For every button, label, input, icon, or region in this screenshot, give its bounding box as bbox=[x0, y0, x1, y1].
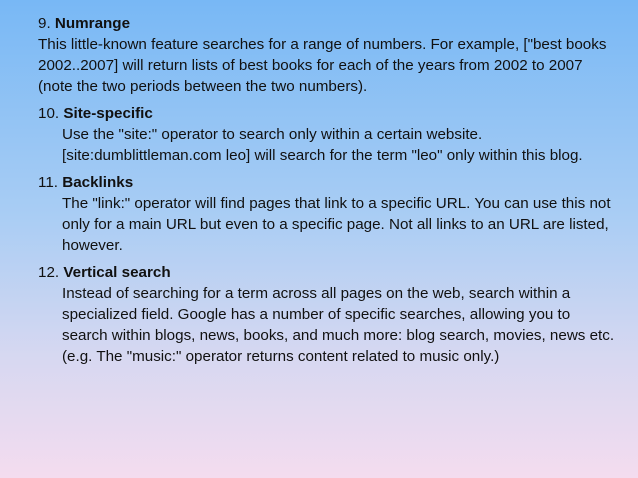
list-item-vertical-search bbox=[38, 262, 618, 367]
item-title: Numrange bbox=[54, 15, 131, 32]
list-item-backlinks bbox=[38, 172, 618, 256]
item-title: Backlinks bbox=[62, 174, 134, 191]
list-item-site-specific bbox=[38, 103, 618, 166]
item-number: 10. bbox=[38, 105, 60, 122]
item-heading bbox=[38, 262, 618, 283]
item-number: 9. bbox=[38, 15, 51, 32]
item-text: Instead of searching for a term across all pages on the web, search within a specialized field. Google has a number of specific searches, allowing you to search within blogs, news, books, and much more: blog search, movies, news etc. (e.g. The "music:" operator returns content related to music only.) bbox=[62, 285, 615, 365]
item-heading bbox=[38, 103, 618, 124]
item-number: 11. bbox=[38, 174, 58, 191]
item-text: This little-known feature searches for a range of numbers. For example, ["best books 2002..2007] will return lists of best books for each of the years from 2002 to 2007 (note the two periods between the two numbers). bbox=[38, 36, 607, 95]
item-heading bbox=[38, 172, 618, 193]
item-text: The "link:" operator will find pages that link to a specific URL. You can use this not only for a main URL but even to a specific page. Not all links to an URL are listed, however. bbox=[62, 195, 611, 254]
item-heading bbox=[38, 13, 618, 34]
item-text: Use the "site:" operator to search only within a certain website. [site:dumblittleman.com leo] will search for the term "leo" only within this blog. bbox=[62, 126, 583, 164]
item-title: Site-specific bbox=[63, 105, 153, 122]
item-title: Vertical search bbox=[63, 264, 171, 281]
item-number: 12. bbox=[38, 264, 60, 281]
list-item-numrange bbox=[38, 13, 618, 97]
